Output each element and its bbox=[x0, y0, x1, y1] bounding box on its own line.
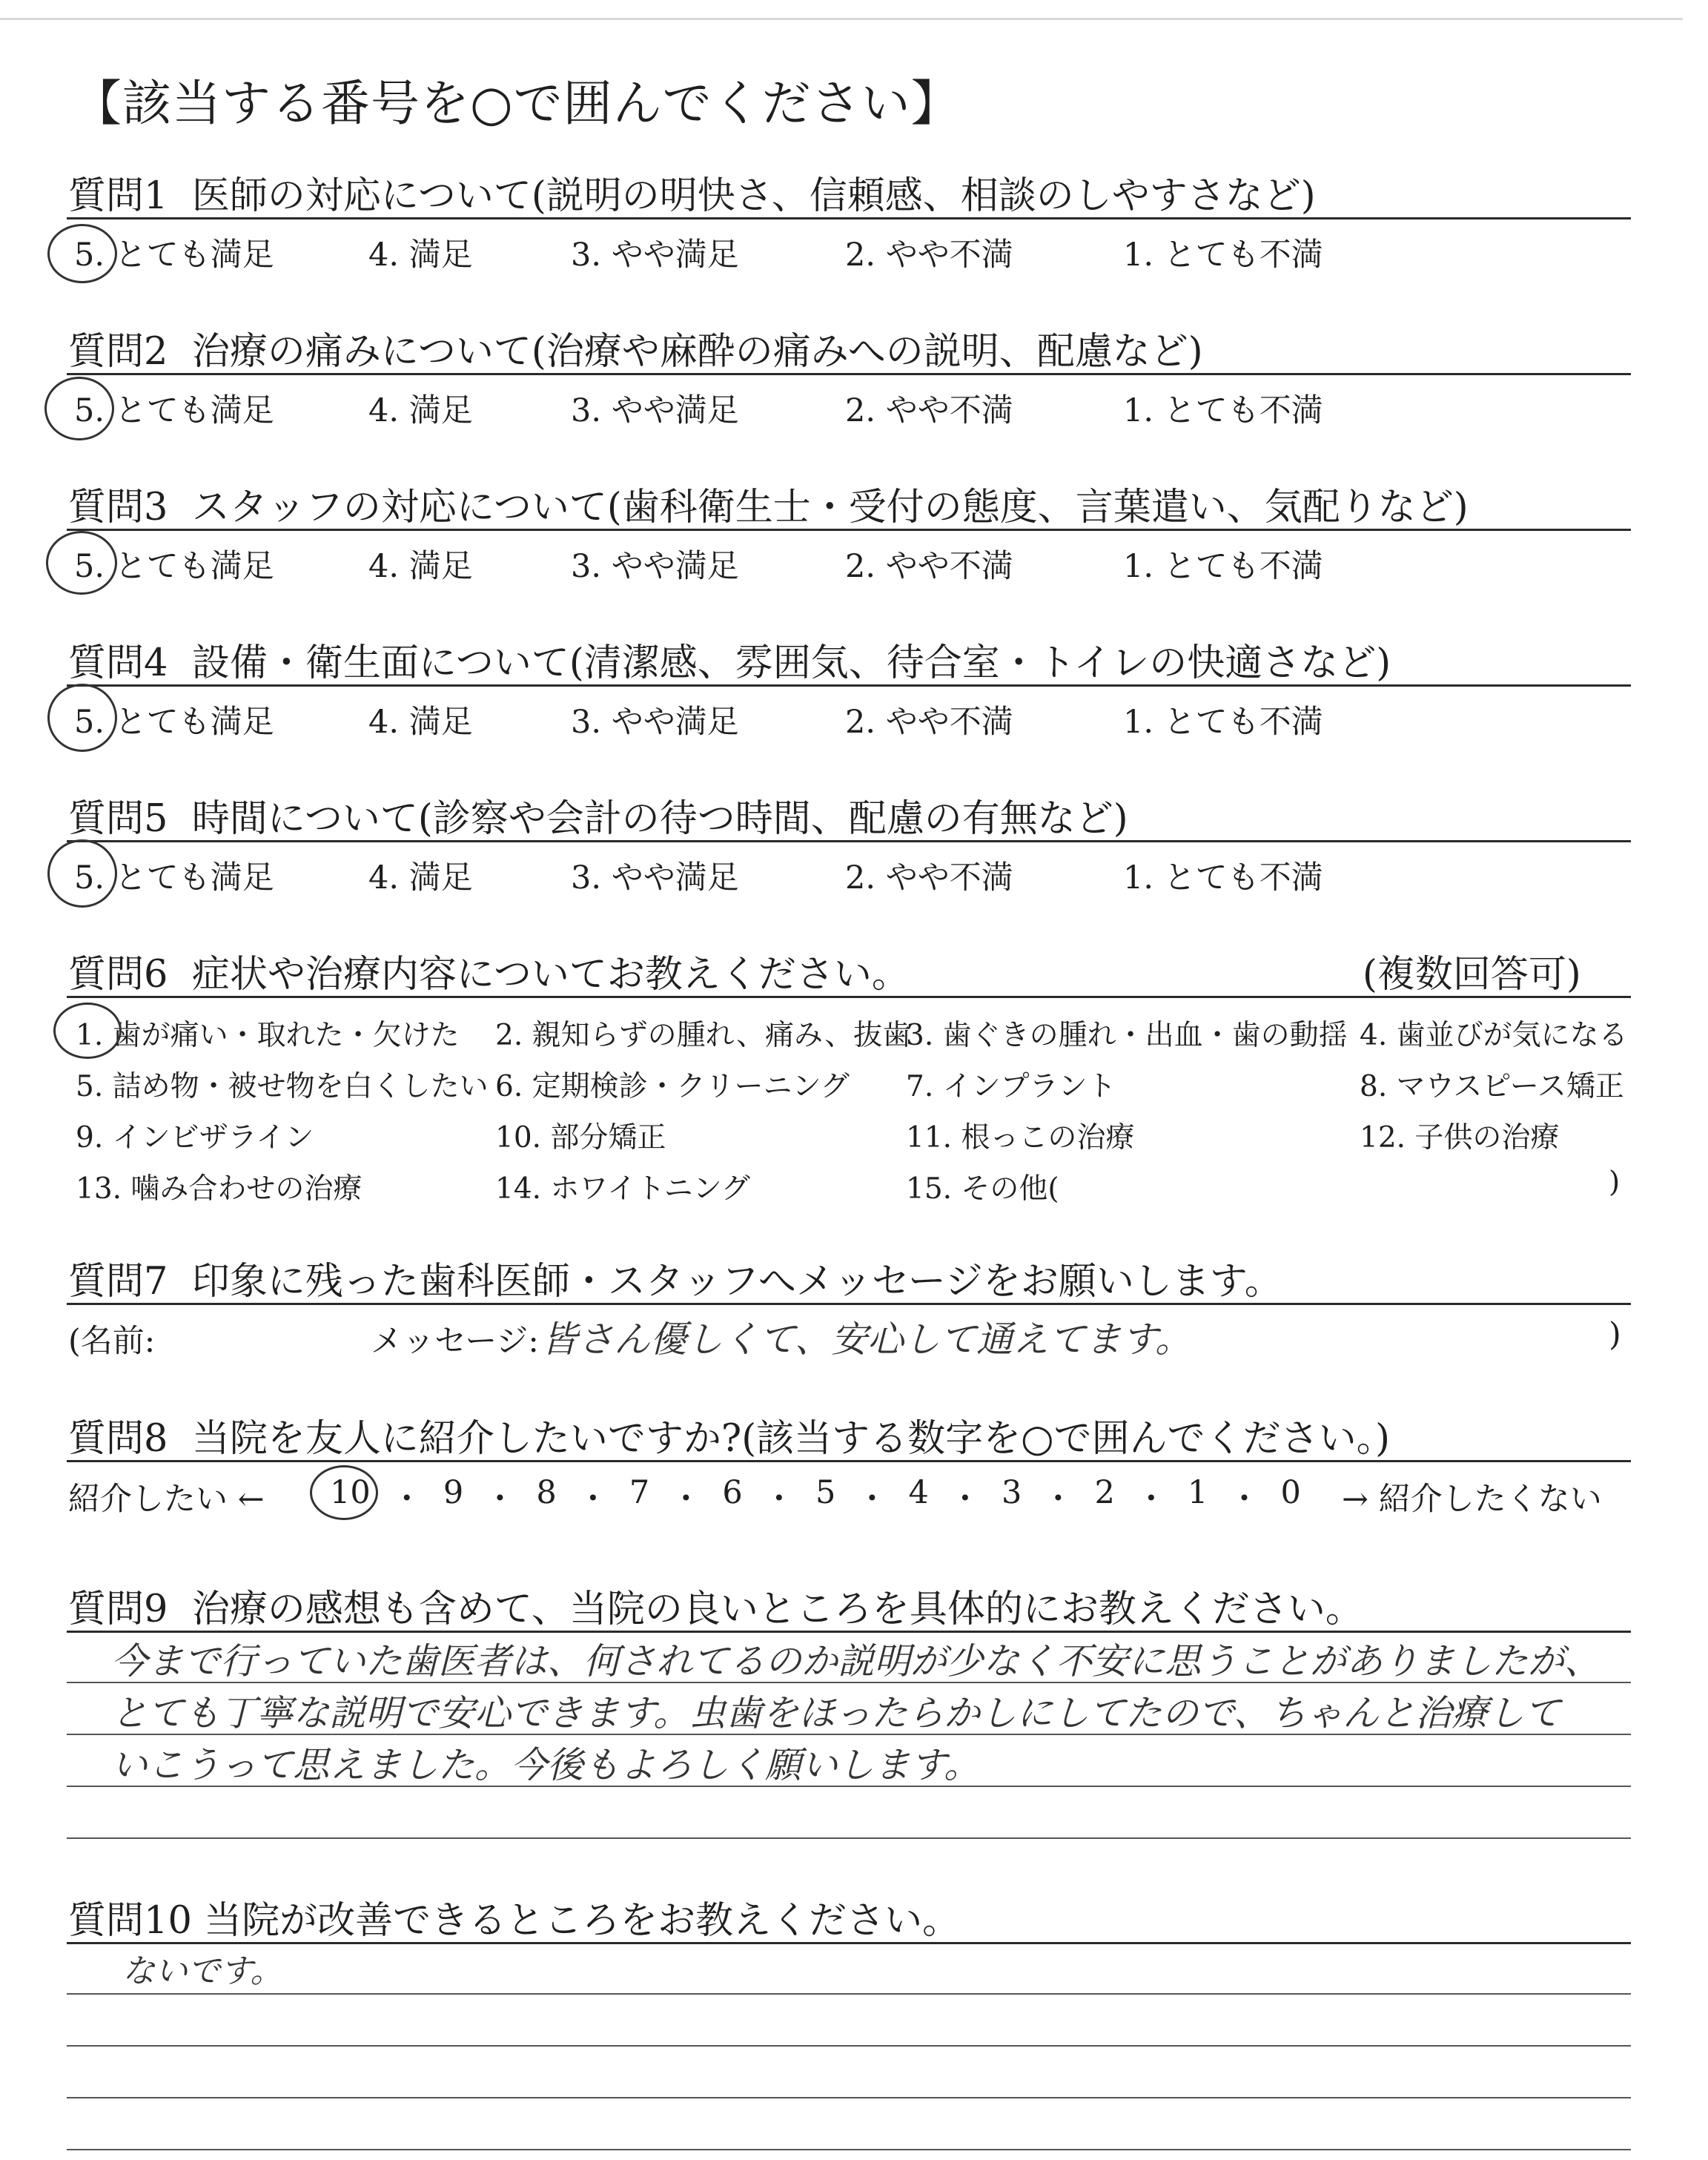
scale-dot: ・ bbox=[577, 1481, 609, 1518]
q5-option-2[interactable]: 2. やや不満 bbox=[845, 859, 1013, 896]
q6-option-1[interactable]: 1. 歯が痛い・取れた・欠けた bbox=[76, 1019, 460, 1052]
q1-option-2[interactable]: 2. やや不満 bbox=[845, 237, 1013, 274]
selection-circle bbox=[46, 531, 117, 595]
question-8 bbox=[68, 1407, 1390, 1462]
divider bbox=[67, 217, 1631, 219]
writing-line bbox=[67, 1682, 1631, 1683]
divider bbox=[67, 840, 1631, 842]
q4-option-3[interactable]: 3. やや満足 bbox=[571, 704, 739, 741]
selection-circle bbox=[47, 839, 117, 908]
question-1-text: 医師の対応について(説明の明快さ、信頼感、相談のしやすさなど) bbox=[191, 174, 1316, 218]
q2-option-1[interactable]: 1. とても不満 bbox=[1123, 392, 1323, 429]
name-label: (名前: bbox=[68, 1323, 156, 1360]
question-6-text: 症状や治療内容についてお教えください。 bbox=[191, 953, 910, 997]
scale-2[interactable]: 2 bbox=[1094, 1474, 1115, 1511]
q2-option-4[interactable]: 4. 満足 bbox=[368, 392, 473, 429]
divider bbox=[67, 529, 1631, 531]
question-1-label: 質問1 bbox=[68, 174, 168, 218]
divider bbox=[67, 1460, 1631, 1462]
q2-option-2[interactable]: 2. やや不満 bbox=[845, 392, 1013, 429]
q10-answer[interactable]: ないです。 bbox=[122, 1952, 283, 1990]
scale-dot: ・ bbox=[391, 1481, 423, 1518]
scale-4[interactable]: 4 bbox=[908, 1474, 929, 1511]
q4-option-5[interactable]: 5. とても満足 bbox=[74, 704, 274, 741]
scale-dot: ・ bbox=[949, 1481, 982, 1518]
scale-10[interactable]: 10 bbox=[330, 1474, 371, 1511]
question-7-label: 質問7 bbox=[68, 1260, 168, 1304]
q5-option-3[interactable]: 3. やや満足 bbox=[571, 859, 739, 896]
scale-1[interactable]: 1 bbox=[1188, 1474, 1208, 1511]
question-2 bbox=[68, 320, 1203, 375]
question-8-text: 当院を友人に紹介したいですか?(該当する数字を○で囲んでください。) bbox=[191, 1417, 1391, 1461]
q9-answer-line-3[interactable]: いこうって思えました。今後もよろしく願いします。 bbox=[111, 1744, 981, 1786]
scale-dot: ・ bbox=[669, 1481, 702, 1518]
q5-option-1[interactable]: 1. とても不満 bbox=[1123, 859, 1323, 896]
q6-option-8[interactable]: 8. マウスピース矯正 bbox=[1360, 1070, 1624, 1103]
question-6 bbox=[68, 943, 910, 998]
writing-line bbox=[67, 1993, 1631, 1995]
question-9 bbox=[68, 1578, 1363, 1633]
message-handwritten[interactable]: 皆さん優しくて、安心して通えてます。 bbox=[541, 1318, 1192, 1361]
q6-option-14[interactable]: 14. ホワイトニング bbox=[495, 1172, 750, 1206]
question-10 bbox=[68, 1889, 960, 1944]
message-close-paren: ) bbox=[1609, 1316, 1621, 1353]
question-3 bbox=[68, 476, 1469, 531]
question-10-text: 当院が改善できるところをお教えください。 bbox=[204, 1899, 961, 1943]
q6-option-3[interactable]: 3. 歯ぐきの腫れ・出血・歯の動揺 bbox=[906, 1019, 1348, 1052]
question-5-label: 質問5 bbox=[68, 797, 168, 841]
q1-option-5[interactable]: 5. とても満足 bbox=[74, 237, 274, 274]
page-title: 【該当する番号を○で囲んでください】 bbox=[73, 75, 961, 132]
q6-option-5[interactable]: 5. 詰め物・被せ物を白くしたい bbox=[76, 1070, 489, 1103]
q6-option-6[interactable]: 6. 定期検診・クリーニング bbox=[495, 1070, 850, 1103]
question-3-text: スタッフの対応について(歯科衛生士・受付の態度、言葉遣い、気配りなど) bbox=[191, 486, 1469, 529]
recommend-right-label: → 紹介したくない bbox=[1342, 1481, 1602, 1518]
q2-option-3[interactable]: 3. やや満足 bbox=[571, 392, 739, 429]
scale-8[interactable]: 8 bbox=[536, 1474, 557, 1511]
q6-option-4[interactable]: 4. 歯並びが気になる bbox=[1360, 1019, 1628, 1052]
multiple-answer-note: (複数回答可) bbox=[1363, 953, 1581, 997]
q6-option-9[interactable]: 9. インビザライン bbox=[76, 1121, 314, 1155]
q6-option-15-close: ) bbox=[1609, 1166, 1621, 1199]
q4-option-2[interactable]: 2. やや不満 bbox=[845, 704, 1013, 741]
q1-option-4[interactable]: 4. 満足 bbox=[368, 237, 473, 274]
divider bbox=[67, 996, 1631, 998]
q6-option-2[interactable]: 2. 親知らずの腫れ、痛み、抜歯 bbox=[495, 1019, 912, 1052]
top-border bbox=[0, 18, 1683, 20]
question-1 bbox=[68, 165, 1316, 219]
divider bbox=[67, 1303, 1631, 1305]
selection-circle bbox=[44, 377, 114, 440]
q3-option-5[interactable]: 5. とても満足 bbox=[74, 548, 274, 585]
question-2-text: 治療の痛みについて(治療や麻酔の痛みへの説明、配慮など) bbox=[191, 330, 1203, 374]
scale-dot: ・ bbox=[855, 1481, 888, 1518]
question-4-label: 質問4 bbox=[68, 641, 168, 685]
question-5-text: 時間について(診察や会計の待つ時間、配慮の有無など) bbox=[191, 797, 1128, 841]
scale-dot: ・ bbox=[763, 1481, 795, 1518]
message-label: メッセージ: bbox=[371, 1323, 539, 1360]
q4-option-4[interactable]: 4. 満足 bbox=[368, 704, 473, 741]
divider bbox=[67, 1942, 1631, 1944]
question-6-label: 質問6 bbox=[68, 953, 168, 997]
selection-circle bbox=[53, 1003, 122, 1059]
writing-line bbox=[67, 1837, 1631, 1839]
q9-answer-line-2[interactable]: とても丁寧な説明で安心できます。虫歯をほったらかしにしてたので、ちゃんと治療して bbox=[111, 1692, 1561, 1734]
scale-dot: ・ bbox=[483, 1481, 516, 1518]
question-8-label: 質問8 bbox=[68, 1417, 168, 1461]
q3-option-1[interactable]: 1. とても不満 bbox=[1123, 548, 1323, 585]
divider bbox=[67, 373, 1631, 375]
writing-line bbox=[67, 1734, 1631, 1735]
question-3-label: 質問3 bbox=[68, 486, 168, 529]
q3-option-2[interactable]: 2. やや不満 bbox=[845, 548, 1013, 585]
scale-3[interactable]: 3 bbox=[1001, 1474, 1022, 1511]
writing-line bbox=[67, 2149, 1631, 2150]
q3-option-3[interactable]: 3. やや満足 bbox=[571, 548, 739, 585]
q6-option-13[interactable]: 13. 噛み合わせの治療 bbox=[76, 1172, 363, 1206]
scale-7[interactable]: 7 bbox=[629, 1474, 650, 1511]
q5-option-4[interactable]: 4. 満足 bbox=[368, 859, 473, 896]
selection-circle bbox=[47, 224, 117, 283]
writing-line bbox=[67, 2045, 1631, 2047]
q6-option-10[interactable]: 10. 部分矯正 bbox=[495, 1121, 666, 1155]
scale-dot: ・ bbox=[1228, 1481, 1260, 1518]
selection-circle bbox=[47, 684, 117, 752]
q3-option-4[interactable]: 4. 満足 bbox=[368, 548, 473, 585]
divider bbox=[67, 684, 1631, 687]
question-7 bbox=[68, 1250, 1282, 1305]
q6-option-12[interactable]: 12. 子供の治療 bbox=[1360, 1121, 1560, 1155]
recommend-left-label: 紹介したい ← bbox=[68, 1481, 265, 1518]
scale-6[interactable]: 6 bbox=[722, 1474, 743, 1511]
question-7-text: 印象に残った歯科医師・スタッフへメッセージをお願いします。 bbox=[191, 1260, 1282, 1304]
q1-option-1[interactable]: 1. とても不満 bbox=[1123, 237, 1323, 274]
q6-option-15[interactable]: 15. その他( bbox=[906, 1172, 1059, 1206]
selection-circle bbox=[310, 1465, 378, 1520]
q4-option-1[interactable]: 1. とても不満 bbox=[1123, 704, 1323, 741]
q9-answer-line-1[interactable]: 今まで行っていた歯医者は、何されてるのか説明が少なく不安に思うことがありましたが、 bbox=[111, 1640, 1601, 1682]
scale-0[interactable]: 0 bbox=[1280, 1474, 1301, 1511]
q6-option-7[interactable]: 7. インプラント bbox=[906, 1070, 1116, 1103]
question-9-text: 治療の感想も含めて、当院の良いところを具体的にお教えください。 bbox=[191, 1588, 1363, 1631]
recommend-scale bbox=[330, 1474, 1301, 1519]
writing-line bbox=[67, 2097, 1631, 2098]
q6-option-11[interactable]: 11. 根っこの治療 bbox=[906, 1121, 1135, 1155]
scale-dot: ・ bbox=[1042, 1481, 1074, 1518]
question-10-label: 質問10 bbox=[68, 1899, 192, 1943]
question-5 bbox=[68, 787, 1128, 842]
q2-option-5[interactable]: 5. とても満足 bbox=[74, 392, 274, 429]
q5-option-5[interactable]: 5. とても満足 bbox=[74, 859, 274, 896]
question-9-label: 質問9 bbox=[68, 1588, 168, 1631]
question-4-text: 設備・衛生面について(清潔感、雰囲気、待合室・トイレの快適さなど) bbox=[191, 641, 1391, 685]
scale-5[interactable]: 5 bbox=[815, 1474, 836, 1511]
question-2-label: 質問2 bbox=[68, 330, 168, 374]
scale-dot: ・ bbox=[1135, 1481, 1168, 1518]
question-4 bbox=[68, 632, 1391, 687]
scale-9[interactable]: 9 bbox=[443, 1474, 464, 1511]
q1-option-3[interactable]: 3. やや満足 bbox=[571, 237, 739, 274]
writing-line bbox=[67, 1786, 1631, 1787]
